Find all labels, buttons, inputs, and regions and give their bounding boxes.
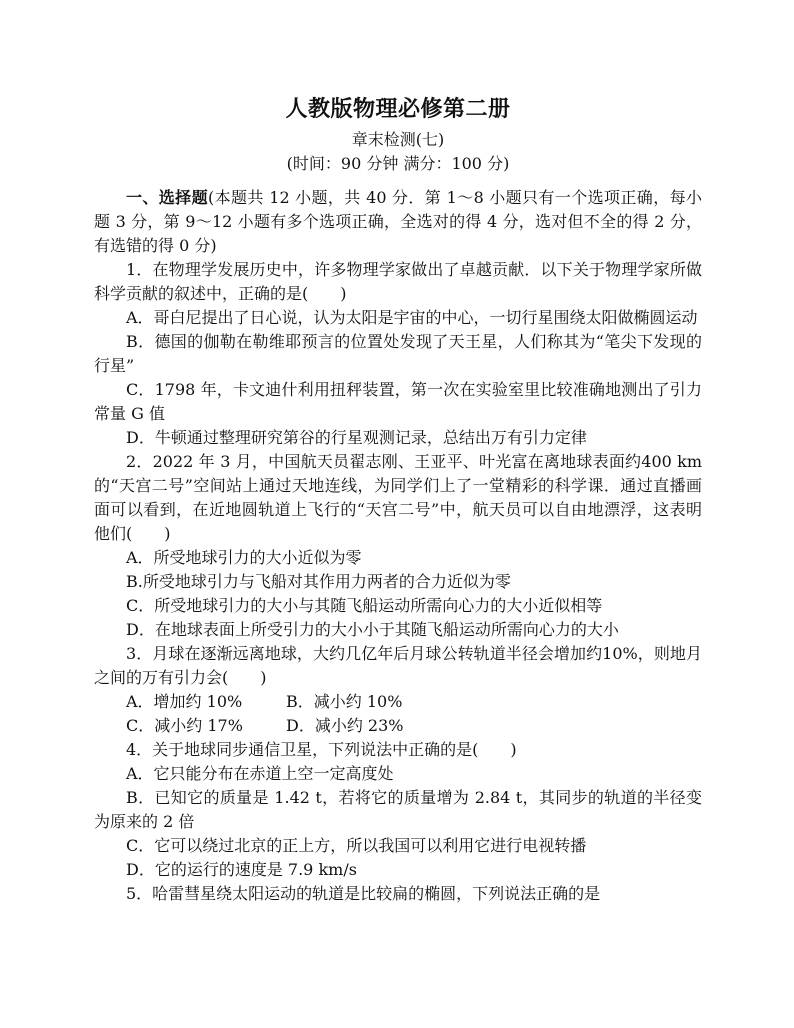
- question-4-stem: 4．关于地球同步通信卫星，下列说法中正确的是( ): [126, 740, 517, 759]
- question-4-option-c: C．它可以绕过北京的正上方，所以我国可以利用它进行电视转播: [126, 836, 587, 855]
- document-title: 人教版物理必修第二册: [285, 96, 511, 122]
- exam-meta: (时间：90 分钟 满分：100 分): [286, 154, 510, 173]
- question-1-option-d: D．牛顿通过整理研究第谷的行星观测记录，总结出万有引力定律: [126, 428, 587, 447]
- question-1-option-b: B．德国的伽勒在勒维耶预言的位置处发现了天王星，人们称其为“笔尖下发现的行星”: [94, 332, 702, 375]
- question-2-option-c: C．所受地球引力的大小与其随飞船运动所需向心力的大小近似相等: [126, 596, 603, 615]
- question-4-option-a: A．它只能分布在赤道上空一定高度处: [126, 764, 394, 783]
- question-3-options-row-2: [94, 714, 702, 738]
- chapter-subtitle: 章末检测(七): [351, 130, 445, 149]
- question-5-stem: 5．哈雷彗星绕太阳运动的轨道是比较扁的椭圆，下列说法正确的是: [126, 884, 601, 903]
- question-3-option-a: A．增加约 10%: [126, 692, 243, 711]
- question-3-options-row-1: [94, 690, 702, 714]
- question-3-option-c: C．减小约 17%: [126, 716, 243, 735]
- question-2-stem: 2．2022 年 3 月，中国航天员翟志刚、王亚平、叶光富在离地球表面约400 km 的“天宫二号”空间站上通过天地连线，为同学们上了一堂精彩的科学课．通过直播画面可以看到，在近地圆轨道上飞行的“天宫二号”中，航天员可以自由地漂浮，这表明他们( ): [94, 452, 702, 543]
- question-3-option-d: D．减小约 23%: [286, 716, 404, 735]
- question-2-option-d: D．在地球表面上所受引力的大小小于其随飞船运动所需向心力的大小: [126, 620, 619, 639]
- question-4-option-d: D．它的运行的速度是 7.9 km/s: [126, 860, 357, 879]
- section-instructions: [94, 186, 702, 258]
- section-instructions-text: (本题共 12 小题，共 40 分．第 1～8 小题只有一个选项正确，每小题 3 分，第 9～12 小题有多个选项正确，全选对的得 4 分，选对但不全的得 2 分，有选错的得 0 分): [94, 188, 702, 255]
- question-3-option-b: B．减小约 10%: [286, 692, 403, 711]
- question-3-stem: 3．月球在逐渐远离地球，大约几亿年后月球公转轨道半径会增加约10%，则地月之间的万有引力会( ): [94, 644, 702, 687]
- question-1-option-c: C．1798 年，卡文迪什利用扭秤装置，第一次在实验室里比较准确地测出了引力常量 G 值: [94, 380, 702, 423]
- section-heading: 一、选择题: [126, 188, 208, 207]
- question-2-option-a: A．所受地球引力的大小近似为零: [126, 548, 362, 567]
- document-page: [94, 94, 702, 906]
- question-1-option-a: A．哥白尼提出了日心说，认为太阳是宇宙的中心，一切行星围绕太阳做椭圆运动: [126, 308, 698, 327]
- question-1-stem: 1．在物理学发展历史中，许多物理学家做出了卓越贡献．以下关于物理学家所做科学贡献的叙述中，正确的是( ): [94, 260, 702, 303]
- question-2-option-b: B.所受地球引力与飞船对其作用力两者的合力近似为零: [126, 572, 511, 591]
- question-4-option-b: B．已知它的质量是 1.42 t，若将它的质量增为 2.84 t，其同步的轨道的半径变为原来的 2 倍: [94, 788, 702, 831]
